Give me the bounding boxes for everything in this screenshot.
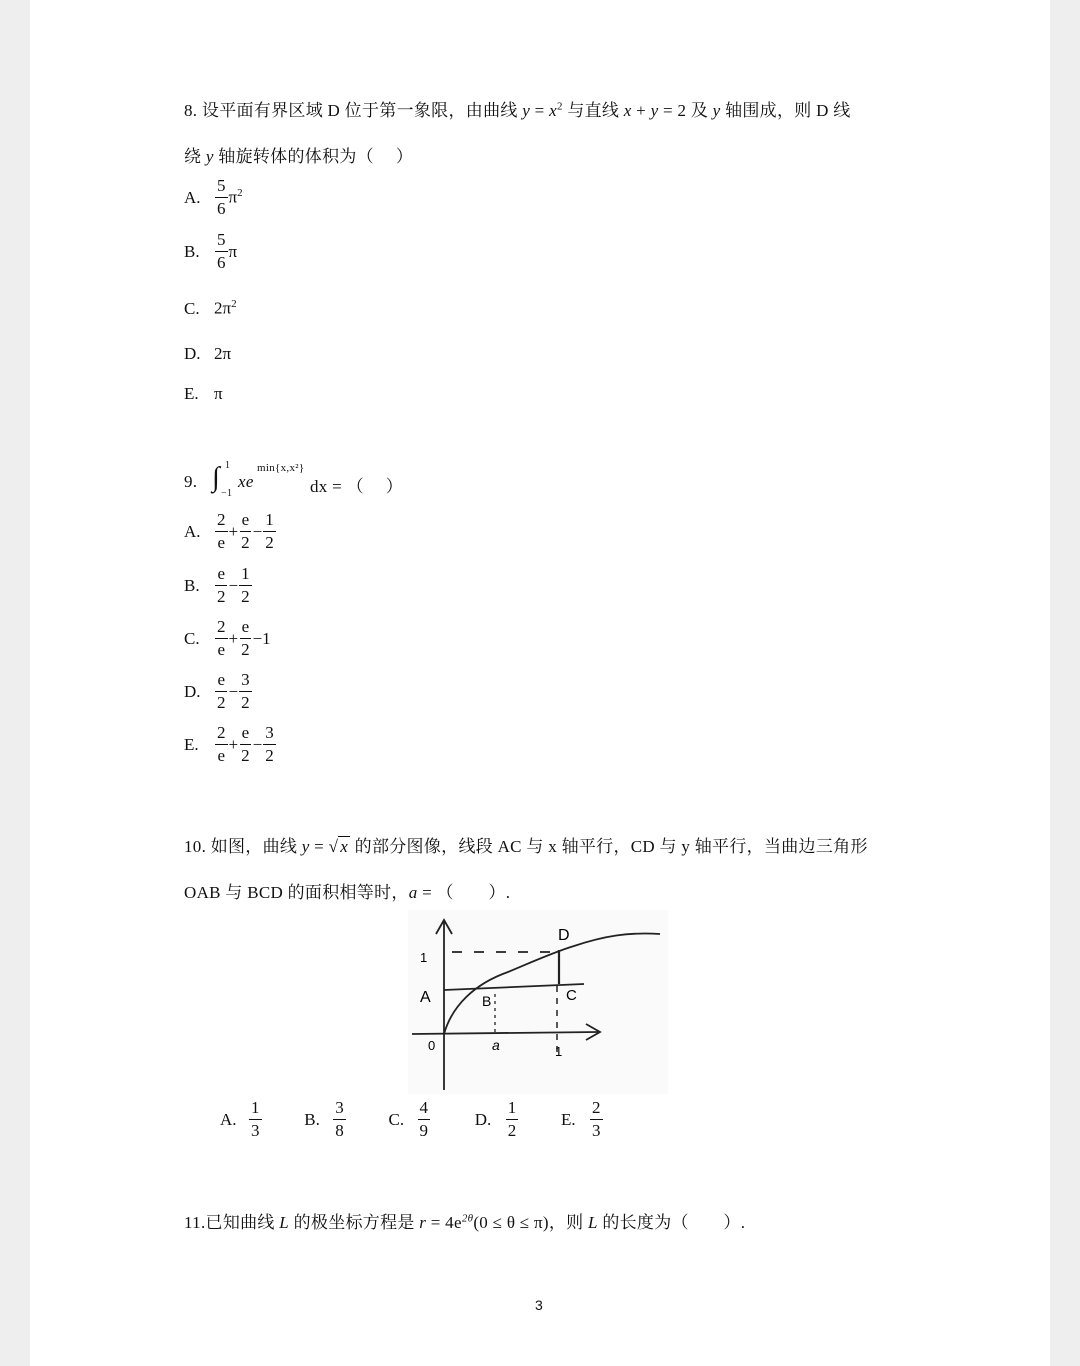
q11-text-a: 11.已知曲线 xyxy=(184,1213,280,1232)
fraction xyxy=(263,510,276,553)
q11-exponent: 2θ xyxy=(461,1212,474,1225)
q8-sup: 2 xyxy=(556,100,563,113)
q8-option-b[interactable] xyxy=(184,230,237,273)
page xyxy=(30,0,1050,1366)
q8-text-f: 轴旋转体的体积为（ ） xyxy=(213,147,414,166)
numerator: e xyxy=(215,564,227,586)
numerator: 3 xyxy=(239,670,252,692)
numerator: 5 xyxy=(215,230,228,252)
q8-option-a[interactable] xyxy=(184,176,243,219)
denominator: 8 xyxy=(335,1121,344,1140)
option-label: B. xyxy=(304,1109,320,1129)
option-label: B. xyxy=(184,241,200,261)
option-label: A. xyxy=(220,1109,237,1129)
option-label: E. xyxy=(184,384,199,403)
integrand: xe xyxy=(238,472,254,491)
label-a-tick: a xyxy=(492,1037,500,1053)
sqrt-expression xyxy=(329,837,351,857)
option-label: B. xyxy=(184,575,200,595)
q10-option-d[interactable] xyxy=(475,1098,557,1141)
radical-sign-icon: √ xyxy=(328,837,339,856)
numerator: e xyxy=(240,617,252,639)
pi-term xyxy=(229,187,243,208)
q10-text-c: OAB 与 BCD 的面积相等时， xyxy=(184,883,409,902)
operator: − xyxy=(252,734,263,754)
q10-text-d: = （ ）. xyxy=(417,883,511,902)
q9-option-a[interactable] xyxy=(184,510,277,553)
q8-var-x: x xyxy=(549,101,557,120)
q10-line1 xyxy=(184,832,868,857)
label-a: A xyxy=(420,989,431,1006)
q11-var-r: r xyxy=(419,1213,427,1232)
exponent: 2 xyxy=(237,187,243,200)
pi: π xyxy=(228,187,238,207)
numerator: 2 xyxy=(215,723,228,745)
fraction xyxy=(239,564,252,607)
q8-option-e[interactable] xyxy=(184,384,223,404)
numerator: 2 xyxy=(590,1098,603,1120)
q11-text-c: ，则 xyxy=(548,1213,588,1232)
q9-option-c[interactable] xyxy=(184,617,271,660)
q8-var-x2: x xyxy=(623,101,632,120)
integral-lower: −1 xyxy=(221,488,233,499)
operator: − xyxy=(252,521,263,541)
fraction xyxy=(506,1098,519,1141)
denominator: 2 xyxy=(507,1121,517,1140)
q10-options xyxy=(220,1098,641,1141)
option-label: D. xyxy=(184,681,201,701)
q11-stem xyxy=(184,1208,745,1233)
fraction xyxy=(239,723,252,766)
q8-text-b: 与直线 xyxy=(562,101,624,120)
fraction xyxy=(239,617,252,660)
q11-var-l2: L xyxy=(588,1213,598,1232)
q10-text-a: 10. 如图，曲线 xyxy=(184,837,302,856)
q11-text-b: 的极坐标方程是 xyxy=(289,1213,420,1232)
q8-eq: = xyxy=(530,101,550,120)
operator: − xyxy=(228,575,239,595)
q9-number: 9. xyxy=(184,472,198,491)
numerator: e xyxy=(240,510,252,532)
denominator: e xyxy=(217,746,226,765)
denominator: 2 xyxy=(241,693,250,712)
q10-eq: = xyxy=(309,837,329,856)
q8-line1 xyxy=(184,96,851,121)
denominator: 2 xyxy=(265,533,274,552)
q10-figure xyxy=(408,910,668,1094)
fraction xyxy=(215,670,228,713)
page-number: 3 xyxy=(535,1297,543,1313)
fraction xyxy=(215,510,228,553)
label-one-y: 1 xyxy=(420,950,428,965)
q8-var-y2: y xyxy=(650,101,659,120)
fraction xyxy=(249,1098,262,1141)
q8-line2 xyxy=(184,142,413,167)
option-label: C. xyxy=(184,298,200,318)
q8-text-c: = 2 及 xyxy=(658,101,713,120)
q8-option-d[interactable] xyxy=(184,344,231,364)
operator: − xyxy=(228,681,239,701)
numerator: 2 xyxy=(215,510,228,532)
numerator: 4 xyxy=(418,1098,431,1120)
numerator: 1 xyxy=(506,1098,519,1120)
q10-option-a[interactable] xyxy=(220,1098,300,1141)
fraction xyxy=(215,723,228,766)
q11-condition: (0 ≤ θ ≤ π) xyxy=(473,1213,549,1232)
numerator: 1 xyxy=(239,564,252,586)
q10-option-c[interactable] xyxy=(389,1098,471,1141)
option-label: A. xyxy=(184,521,201,541)
q10-line2 xyxy=(184,878,510,903)
q10-text-b: 的部分图像，线段 AC 与 x 轴平行，CD 与 y 轴平行，当曲边三角形 xyxy=(350,837,868,856)
fraction xyxy=(215,617,228,660)
numerator: 5 xyxy=(215,176,228,198)
option-label: D. xyxy=(184,344,201,363)
denominator: 2 xyxy=(241,640,250,659)
figure-background xyxy=(408,910,668,1094)
q11-var-l: L xyxy=(279,1213,290,1232)
fraction xyxy=(215,564,228,607)
q8-option-c[interactable] xyxy=(184,298,237,319)
numerator: e xyxy=(215,670,227,692)
q11-eq: = 4e xyxy=(426,1213,462,1232)
fraction xyxy=(333,1098,346,1141)
fraction xyxy=(215,176,228,219)
numerator: 3 xyxy=(263,723,276,745)
q9-option-b[interactable] xyxy=(184,564,253,607)
numerator: 3 xyxy=(333,1098,346,1120)
denominator: e xyxy=(217,533,226,552)
exponent: 2 xyxy=(231,298,237,310)
numerator: e xyxy=(240,723,252,745)
option-label: C. xyxy=(388,1109,405,1129)
denominator: 3 xyxy=(251,1121,260,1140)
operator: + xyxy=(228,734,239,754)
q10-var-a: a xyxy=(408,883,418,902)
q8-var-y4: y xyxy=(205,147,214,166)
radicand: x xyxy=(340,837,349,856)
option-label: A. xyxy=(184,187,201,207)
fraction xyxy=(263,723,276,766)
denominator: 3 xyxy=(592,1121,601,1140)
q8-text-d: 轴围成，则 D 线 xyxy=(720,101,851,120)
q11-text-d: 的长度为（ ）. xyxy=(597,1213,746,1232)
denominator: 2 xyxy=(241,587,250,606)
q8-var-y3: y xyxy=(712,101,721,120)
denominator: 2 xyxy=(241,746,250,765)
label-one-x: 1 xyxy=(555,1044,563,1059)
q8-text-e: 绕 xyxy=(184,147,206,166)
q9-tail: dx = （ ） xyxy=(310,477,404,496)
operator: + xyxy=(228,521,239,541)
q10-option-e[interactable] xyxy=(561,1098,641,1141)
option-label: E. xyxy=(561,1109,576,1129)
fraction xyxy=(239,510,252,553)
option-value: 2π xyxy=(214,344,232,363)
q8-text-a: 8. 设平面有界区域 D 位于第一象限，由曲线 xyxy=(184,101,523,120)
numerator: 2 xyxy=(215,617,228,639)
q9-option-e[interactable] xyxy=(184,723,277,766)
q10-var-y: y xyxy=(301,837,310,856)
denominator: 2 xyxy=(217,587,226,606)
denominator: 2 xyxy=(217,693,226,712)
q10-option-b[interactable] xyxy=(304,1098,384,1141)
numerator: 1 xyxy=(249,1098,262,1120)
option-label: C. xyxy=(184,628,200,648)
q9-option-d[interactable] xyxy=(184,670,253,713)
denominator: 9 xyxy=(419,1121,428,1140)
q8-var-y: y xyxy=(522,101,531,120)
denominator: 2 xyxy=(265,746,274,765)
denominator: 6 xyxy=(217,199,226,218)
fraction xyxy=(239,670,252,713)
numerator: 1 xyxy=(263,510,276,532)
operator: −1 xyxy=(252,628,271,648)
fraction xyxy=(590,1098,603,1141)
operator: + xyxy=(228,628,239,648)
option-label: E. xyxy=(184,734,199,754)
integral-upper: 1 xyxy=(225,460,231,471)
denominator: e xyxy=(217,640,226,659)
label-b: B xyxy=(482,993,492,1009)
option-value: π xyxy=(214,384,223,403)
label-d: D xyxy=(558,927,570,944)
q8-plus: + xyxy=(631,101,651,120)
denominator: 2 xyxy=(241,533,250,552)
label-origin: 0 xyxy=(428,1038,436,1053)
fraction xyxy=(418,1098,431,1141)
q9-exponent: min{x,x²} xyxy=(257,462,305,474)
denominator: 6 xyxy=(217,253,226,272)
integral-sign-icon: ∫ xyxy=(212,462,220,493)
pi: π xyxy=(228,241,238,261)
fraction xyxy=(215,230,228,273)
label-c: C xyxy=(566,987,577,1004)
option-label: D. xyxy=(474,1109,492,1129)
option-value: 2π xyxy=(214,298,232,318)
